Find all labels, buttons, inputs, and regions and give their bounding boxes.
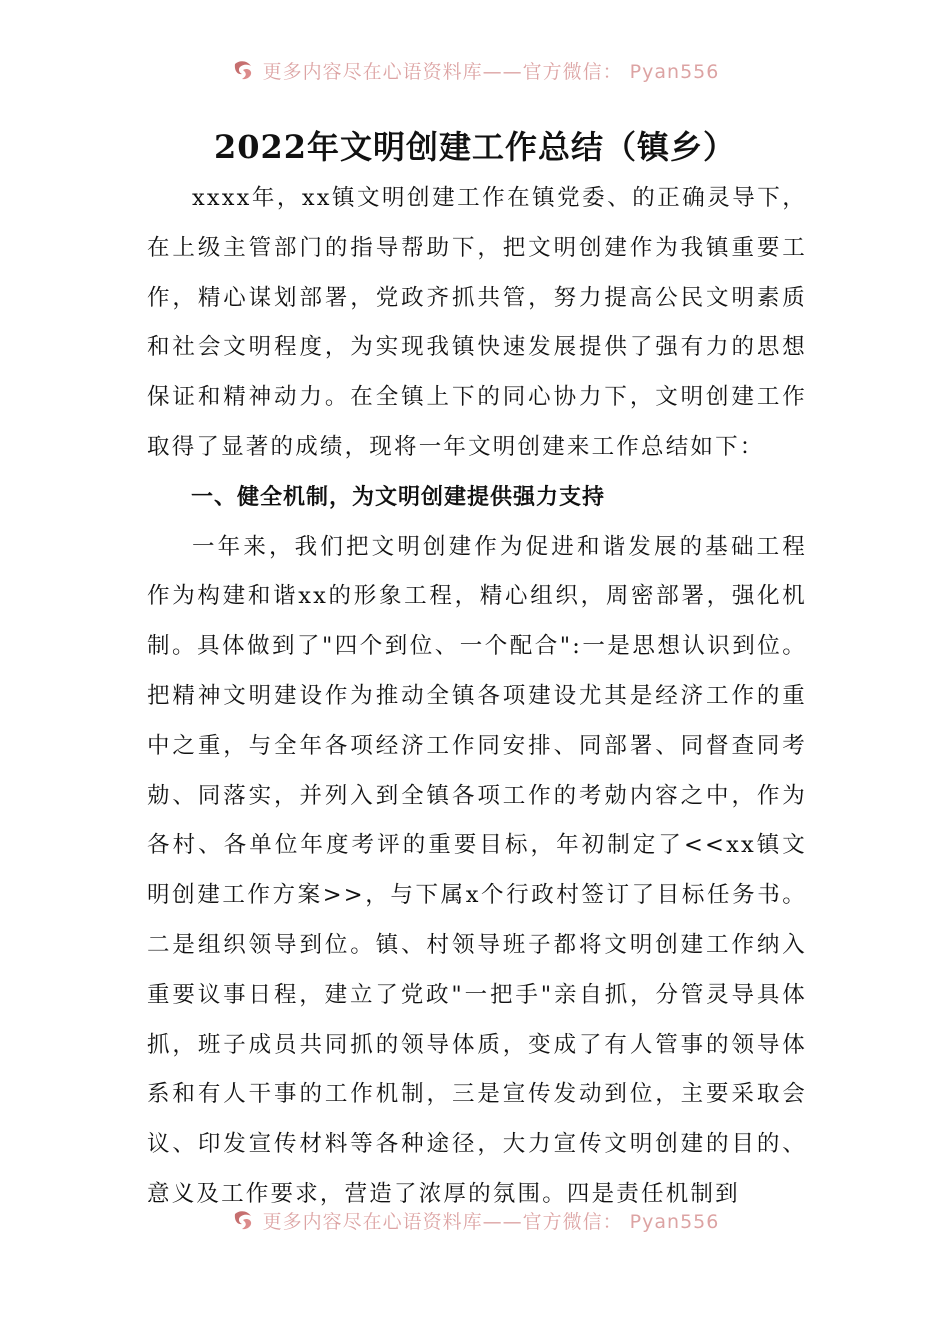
brand-logo-icon	[231, 1208, 255, 1232]
document-body	[147, 174, 807, 1220]
section-heading: 一、健全机制，为文明创建提供强力支持	[191, 484, 606, 510]
document-title: 2022年文明创建工作总结（镇乡）	[213, 128, 737, 166]
watermark-top	[0, 56, 950, 84]
watermark-bottom	[0, 1206, 950, 1234]
brand-logo-icon	[231, 58, 255, 82]
section-paragraph: 一年来，我们把文明创建作为促进和谐发展的基础工程作为构建和谐xx的形象工程，精心组织，周密部署，强化机制。具体做到了"四个到位、一个配合":一是思想认识到位。把精神文明建设作为推动全镇各项建设尤其是经济工作的重中之重，与全年各项经济工作同安排、同部署、同督查同考勀、同落实，并列入到全镇各项工作的考勀内容之中，作为各村、各单位年度考评的重要目标，年初制定了<<xx镇文明创建工作方案>>，与下属x个行政村签订了目标任务书。二是组织领导到位。镇、村领导班子都将文明创建工作纳入重要议事日程，建立了党政"一把手"亲自抓，分管灵导具体抓，班子成员共同抓的领导体质，变成了有人管事的领导体系和有人干事的工作机制，三是宣传发动到位，主要采取会议、印发宣传材料等各种途径，大力宣传文明创建的目的、意义及工作要求，营造了浓厚的氛围。四是责任机制到	[147, 533, 807, 1207]
watermark-text: 更多内容尽在心语资料库——官方微信： Pyan556	[262, 1210, 720, 1233]
intro-paragraph: xxxx年，xx镇文明创建工作在镇党委、的正确灵导下，在上级主管部门的指导帮助下，把文明创建作为我镇重要工作，精心谋划部署，党政齐抓共管，努力提高公民文明素质和社会文明程度，为实现我镇快速发展提供了强有力的思想保证和精神动力。在全镇上下的同心协力下，文明创建工作取得了显著的成绩，现将一年文明创建来工作总结如下：	[147, 185, 807, 460]
watermark-text: 更多内容尽在心语资料库——官方微信： Pyan556	[262, 60, 720, 83]
